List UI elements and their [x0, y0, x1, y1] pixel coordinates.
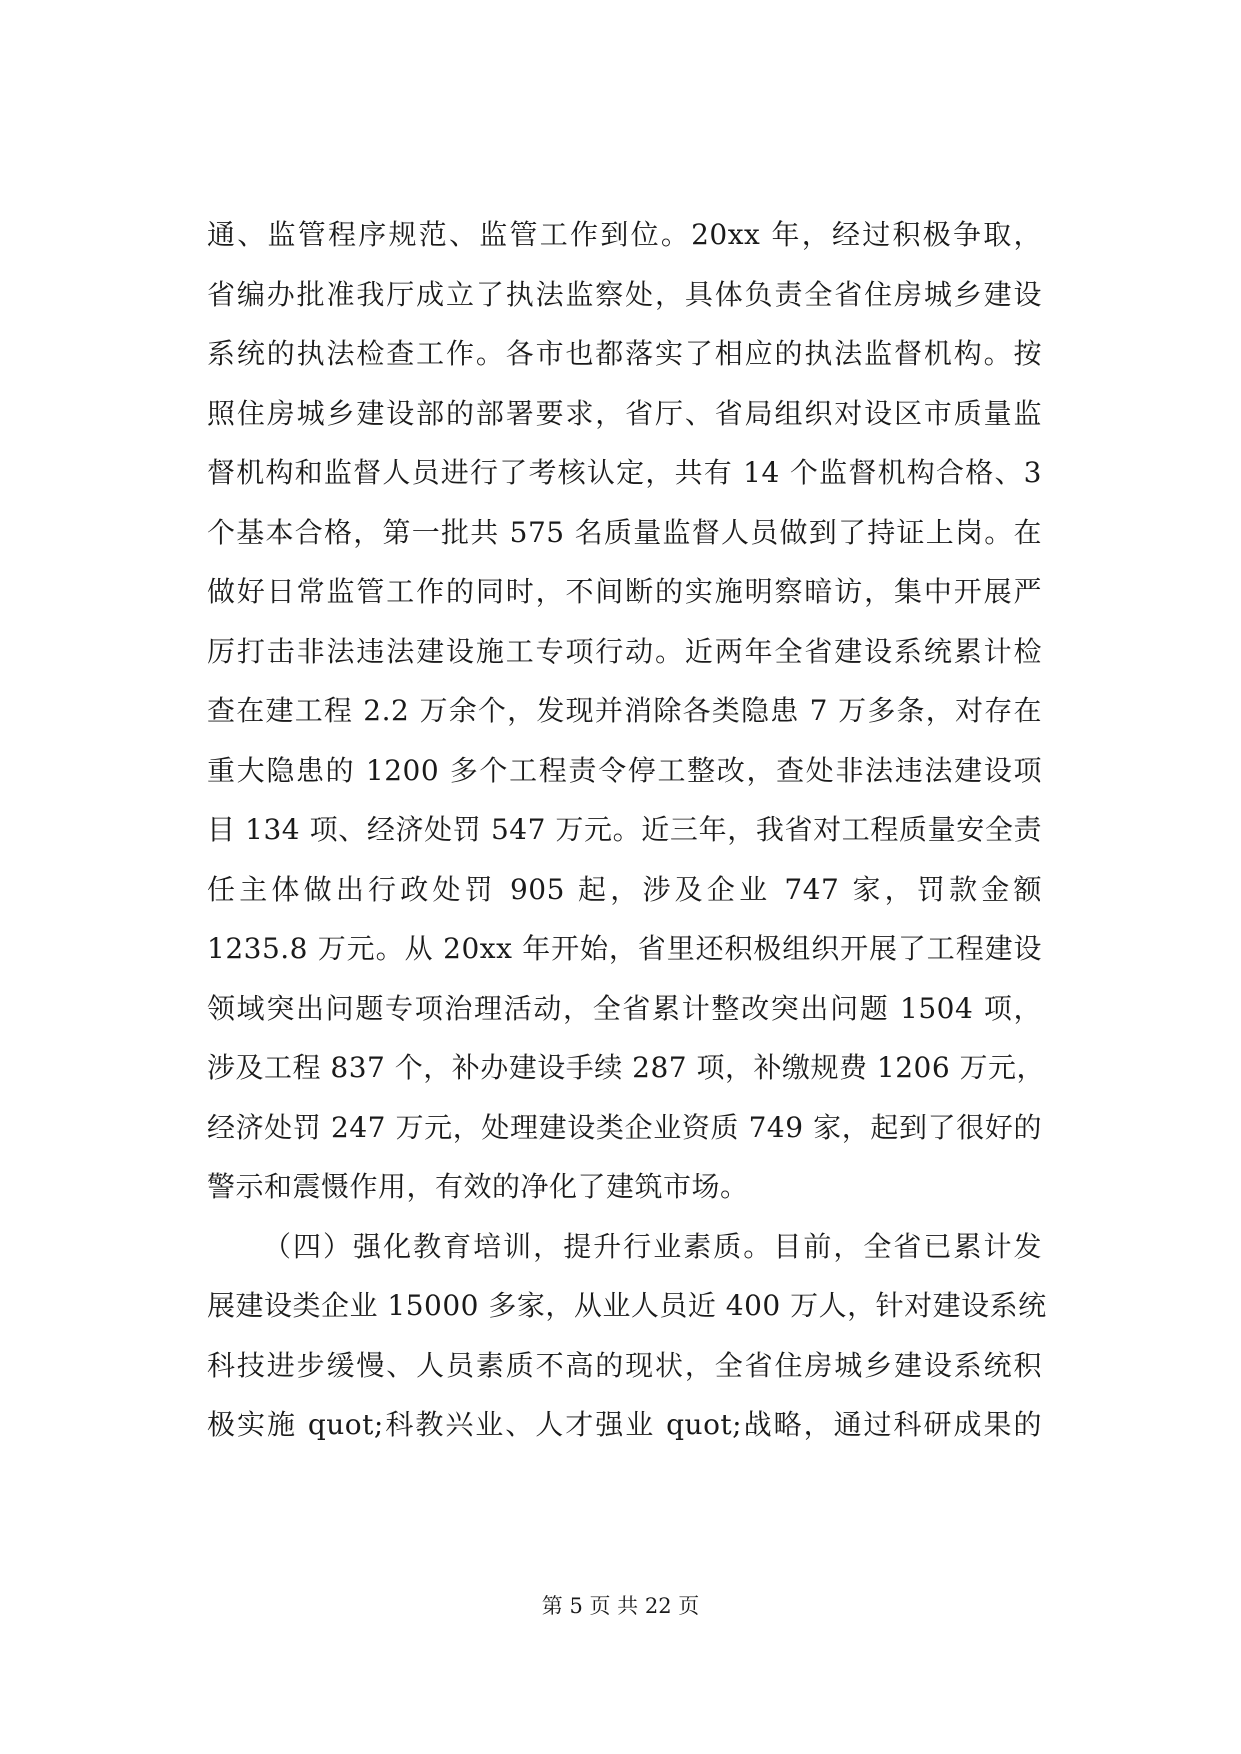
text-line: 科技进步缓慢、人员素质不高的现状，全省住房城乡建设系统积 [207, 1348, 1042, 1382]
text-line: 个基本合格，第一批共 575 名质量监督人员做到了持证上岗。在 [207, 515, 1042, 549]
text-line: 领域突出问题专项治理活动，全省累计整改突出问题 1504 项， [207, 991, 1042, 1025]
text-line: 极实施 quot;科教兴业、人才强业 quot;战略，通过科研成果的 [207, 1408, 1042, 1441]
paragraph-end-line: 警示和震慑作用，有效的净化了建筑市场。 [207, 1170, 749, 1203]
text-line: 任主体做出行政处罚 905 起，涉及企业 747 家，罚款金额 [207, 872, 1042, 906]
text-line: 厉打击非法违法建设施工专项行动。近两年全省建设系统累计检 [207, 634, 1042, 668]
text-line: 省编办批准我厅成立了执法监察处，具体负责全省住房城乡建设 [207, 277, 1042, 311]
text-line: 查在建工程 2.2 万余个，发现并消除各类隐患 7 万多条，对存在 [207, 694, 1042, 727]
body-text [207, 205, 1047, 1455]
text-line: 通、监管程序规范、监管工作到位。20xx 年，经过积极争取， [207, 218, 1042, 251]
section-heading-line: （四）强化教育培训，提升行业素质。目前，全省已累计发 [263, 1229, 1042, 1263]
text-line: 做好日常监管工作的同时，不间断的实施明察暗访，集中开展严 [207, 575, 1042, 608]
text-line: 展建设类企业 15000 多家，从业人员近 400 万人，针对建设系统 [207, 1289, 1047, 1322]
text-line: 系统的执法检查工作。各市也都落实了相应的执法监督机构。按 [207, 337, 1042, 370]
page-number-footer: 第 5 页 共 22 页 [541, 1594, 700, 1618]
text-line: 照住房城乡建设部的部署要求，省厅、省局组织对设区市质量监 [207, 396, 1042, 430]
text-line: 目 134 项、经济处罚 547 万元。近三年，我省对工程质量安全责 [207, 813, 1042, 846]
text-line: 涉及工程 837 个，补办建设手续 287 项，补缴规费 1206 万元， [207, 1051, 1046, 1084]
text-line: 1235.8 万元。从 20xx 年开始，省里还积极组织开展了工程建设 [207, 932, 1042, 965]
text-line: 督机构和监督人员进行了考核认定，共有 14 个监督机构合格、3 [207, 456, 1042, 489]
text-line: 经济处罚 247 万元，处理建设类企业资质 749 家，起到了很好的 [207, 1110, 1042, 1144]
text-line: 重大隐患的 1200 多个工程责令停工整改，查处非法违法建设项 [207, 753, 1042, 787]
